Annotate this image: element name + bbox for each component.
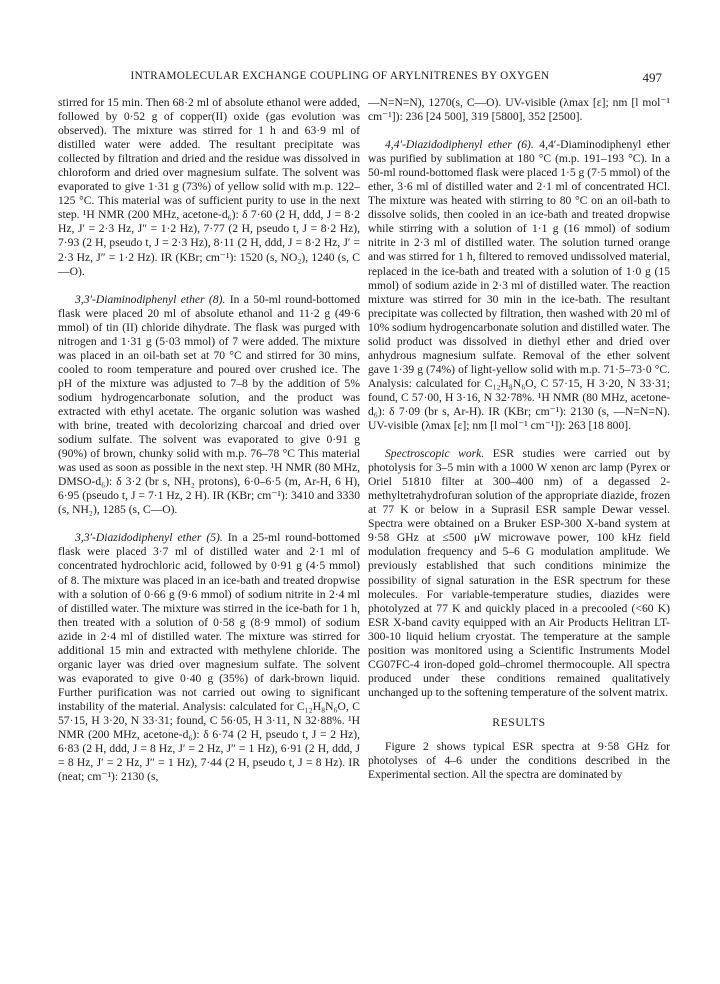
section-run-in-heading: Spectroscopic work. <box>385 447 485 461</box>
paragraph-ir-uv-continued: —N=N=N), 1270(s, C—O). UV-visible (λmax [ε]; nm [l mol⁻¹ cm⁻¹]): 236 [24 500], 319 [5800], 352 [2500]. <box>368 96 670 124</box>
paragraph-body: In a 50-ml round-bottomed flask were placed 20 ml of absolute ethanol and 11·2 g (49·6 mmol) of tin (II) chloride dihydrate. The flask was purged with nitrogen and 1·31 g (5·03 mmol) of 7 were added. The mixture was placed in an oil-bath set at 70 °C and stirred for 30 mins, cooled to room temperature and poured over crushed ice. The pH of the mixture was adjusted to 7–8 by the addition of 5% sodium hydrogencarbonate solution, and the product was extracted with ethyl acetate. The organic solution was washed with brine, treated with decolorizing charcoal and dried over sodium sulfate. The solvent was evaporated to give 0·91 g (90%) of brown, chunky solid with m.p. 76–78 °C This material was used as soon as possible in the next step. ¹H NMR (80 MHz, DMSO-d₆): δ 3·2 (br s, NH₂ protons), 6·0–6·5 (m, Ar-H, 6 H), 6·95 (pseudo t, J = 7·1 Hz, 2 H). IR (KBr; cm⁻¹): 3410 and 3330 (s, NH₂), 1285 (s, C—O). <box>58 292 360 517</box>
right-column <box>368 96 670 782</box>
compound-heading: 3,3′-Diazidodiphenyl ether (5). <box>75 531 223 545</box>
paragraph-results: Figure 2 shows typical ESR spectra at 9·58 GHz for photolyses of 4–6 under the conditions described in the Experimental section. All the spectra are dominated by <box>368 739 670 782</box>
paragraph-body: 4,4′-Diaminodiphenyl ether was purified by sublimation at 180 °C (m.p. 191–193 °C). In a 50-ml round-bottomed flask were placed 1·5 g (7·5 mmol) of the ether, 3·6 ml of distilled water and 2·1 ml of concentrated HCl. The mixture was heated with stirring to 80 °C on an oil-bath to dissolve solids, then cooled in an ice-bath and treated dropwise while stirring with a solution of 1·1 g (16 mmol) of sodium nitrite in 2·3 ml of distilled water. The solution turned orange and was stirred for 1 h, filtered to removed undissolved material, replaced in the ice-bath and treated with a solution of 1·0 g (15 mmol) of sodium azide in 2·3 ml of distilled water. The reaction mixture was stirred for 30 min in the ice-bath. The resultant precipitate was collected by filtration, then washed with 20 ml of 10% sodium hydrogencarbonate solution and distilled water. The solid product was dissolved in diethyl ether and dried over anhydrous magnesium sulfate. Removal of the ether solvent gave 1·39 g (74%) of light-yellow solid with m.p. 71·5–73·0 °C. Analysis: calculated for C₁₂H₈N₆O, C 57·15, H 3·20, N 33·31; found, C 57·00, H 3·16, N 32·78%. ¹H NMR (80 MHz, acetone-d₆): δ 7·09 (br s, Ar-H). IR (KBr; cm⁻¹): 2130 (s, —N=N=N). UV-visible (λmax [ε]; nm [l mol⁻¹ cm⁻¹]): 263 [18 800]. <box>368 138 670 433</box>
paragraph-diazidodiphenyl-ether-6 <box>368 138 670 433</box>
compound-heading: 4,4′-Diazidodiphenyl ether (6). <box>385 138 534 152</box>
paragraph-body: ESR studies were carried out by photolysis for 3–5 min with a 1000 W xenon arc lamp (Pyrex or Oriel 51810 filter at 300–400 nm) of a degassed 2-methyltetrahydrofuran solution of the appropriate diazide, frozen at 77 K or below in a Suprasil ESR sample Dewar vessel. Spectra were obtained on a Bruker ESP-300 X-band system at 9·58 GHz at ≤500 μW microwave power, 100 kHz field modulation frequency and 5–6 G modulation amplitude. We previously established that such conditions minimize the possibility of signal saturation in the ESR spectrum for these molecules. For variable-temperature studies, diazides were photolyzed at 77 K and quickly placed in a precooled (<60 K) ESR X-band cavity equipped with an Air Products Helitran LT-300-10 liquid helium cryostat. The temperature at the sample position was monitored using a Scientific Instruments Model CG07FC-4 iron-doped gold–chromel thermocouple. All spectra produced under these conditions remained qualitatively unchanged up to the softening temperature of the solvent matrix. <box>368 447 670 699</box>
results-heading: RESULTS <box>492 715 546 729</box>
paragraph-diaminodiphenyl-ether <box>58 293 360 518</box>
paragraph-diazidodiphenyl-ether-5 <box>58 531 360 784</box>
running-title: INTRAMOLECULAR EXCHANGE COUPLING OF ARYLNITRENES BY OXYGEN <box>130 70 550 82</box>
page-number: 497 <box>642 70 662 85</box>
left-column <box>58 96 360 784</box>
compound-heading: 3,3′-Diaminodiphenyl ether (8). <box>75 292 226 306</box>
paragraph-body: In a 25-ml round-bottomed flask were placed 3·7 ml of distilled water and 2·1 ml of concentrated hydrochloric acid, followed by 0·91 g (4·5 mmol) of 8. The mixture was placed in an ice-bath and treated dropwise with a solution of 0·66 g (9·6 mmol) of sodium nitrite in 2·4 ml of distilled water. The mixture was stirred in the ice-bath for 1 h, then treated with a solution of 0·58 g (8·9 mmol) of sodium azide in 2·4 ml of distilled water. The mixture was stirred for additional 15 min and extracted with methylene chloride. The organic layer was dried over magnesium sulfate. The solvent was evaporated to give 0·40 g (35%) of dark-brown liquid. Further purification was not carried out owing to significant instability of the material. Analysis: calculated for C₁₂H₈N₆O, C 57·15, H 3·20, N 33·31; found, C 56·05, H 3·11, N 32·88%. ¹H NMR (200 MHz, acetone-d₆): δ 6·74 (2 H, pseudo t, J = 2 Hz), 6·83 (2 H, ddd, J = 8 Hz, J′ = 2 Hz, J″ = 1 Hz), 6·91 (2 H, ddd, J = 8 Hz, J′ = 2 Hz, J″ = 1 Hz), 7·44 (2 H, pseudo t, J = 8 Hz). IR (neat; cm⁻¹): 2130 (s, <box>58 531 360 784</box>
paragraph-synthesis-continued: stirred for 15 min. Then 68·2 ml of absolute ethanol were added, followed by 0·52 g of copper(II) oxide (gas evolution was observed). The mixture was stirred for 1 h and 63·9 ml of distilled water were added. The resultant precipitate was collected by filtration and dried and the residue was dissolved in chloroform and dried over magnesium sulfate. The solvent was evaporated to give 1·31 g (73%) of yellow solid with m.p. 122–125 °C. This material was of sufficient purity to use in the next step. ¹H NMR (200 MHz, acetone-d₆): δ 7·60 (2 H, ddd, J = 8·2 Hz, J′ = 2·3 Hz, J″ = 1·2 Hz), 7·77 (2 H, pseudo t, J = 8·2 Hz), 7·93 (2 H, pseudo t, J = 2·3 Hz), 8·11 (2 H, ddd, J = 8·2 Hz, J′ = 2·3 Hz, J″ = 1·2 Hz). IR (KBr; cm⁻¹): 1520 (s, NO₂), 1240 (s, C—O). <box>58 96 360 278</box>
paragraph-spectroscopic-work <box>368 447 670 700</box>
page-header <box>58 70 662 90</box>
